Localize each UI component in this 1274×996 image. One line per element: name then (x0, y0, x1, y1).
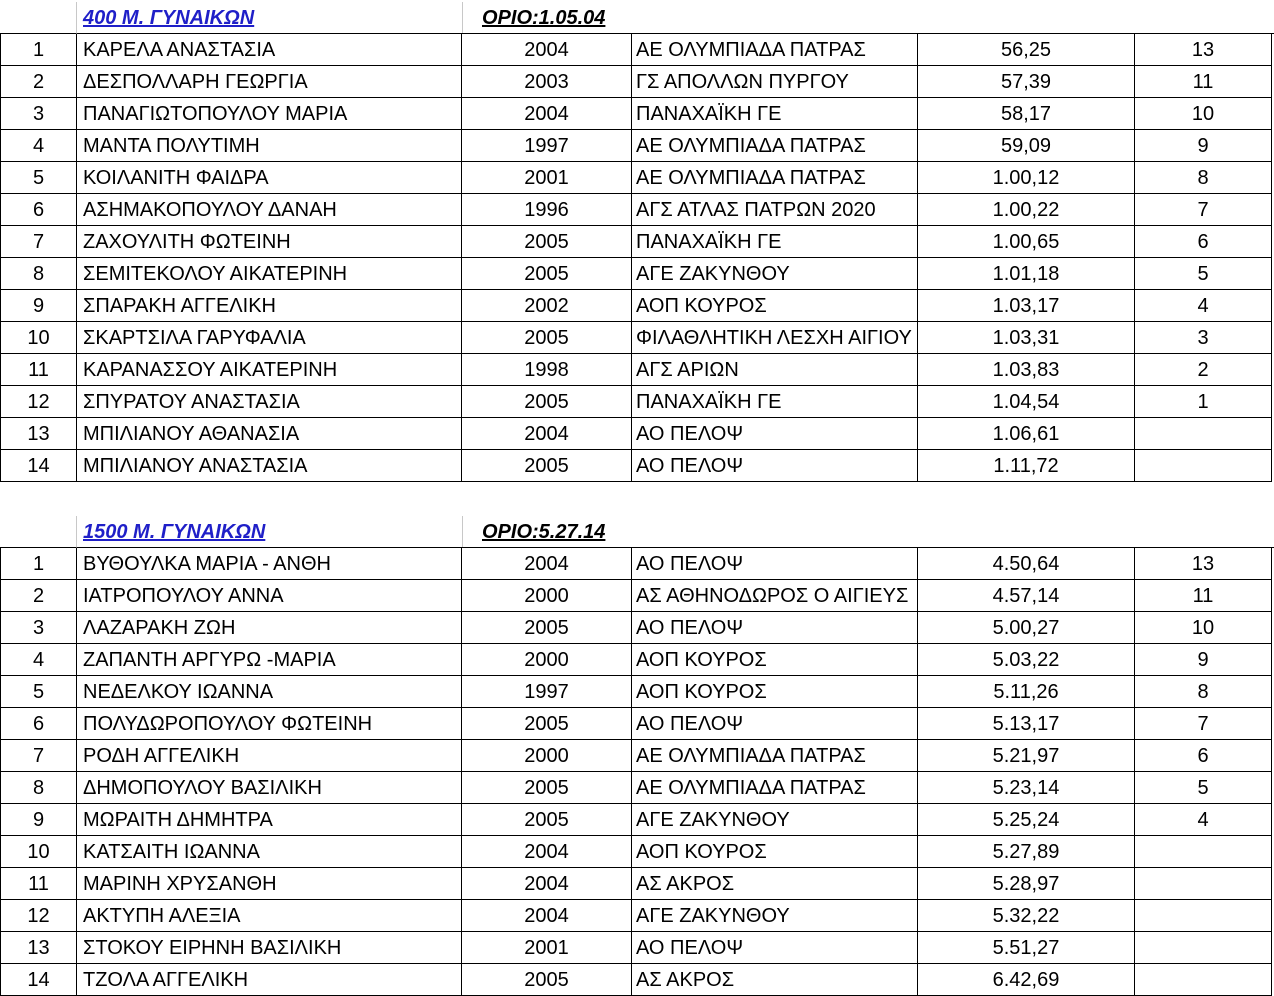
time-cell[interactable]: 5.03,22 (918, 644, 1135, 676)
club-cell[interactable]: ΑΟ ΠΕΛΟΨ (632, 418, 918, 450)
rank-cell[interactable]: 5 (0, 676, 77, 708)
birth-year-cell[interactable]: 2000 (462, 740, 632, 772)
athlete-name-cell[interactable]: ΜΑΝΤΑ ΠΟΛΥΤΙΜΗ (77, 130, 462, 162)
header-separator (462, 2, 463, 34)
club-cell[interactable]: ΦΙΛΑΘΛΗΤΙΚΗ ΛΕΣΧΗ ΑΙΓΙΟΥ (632, 322, 918, 354)
points-cell[interactable]: 7 (1135, 194, 1272, 226)
points-cell[interactable]: 5 (1135, 258, 1272, 290)
time-cell[interactable]: 5.21,97 (918, 740, 1135, 772)
rank-cell[interactable]: 6 (0, 708, 77, 740)
club-cell[interactable]: ΑΕ ΟΛΥΜΠΙΑΔΑ ΠΑΤΡΑΣ (632, 772, 918, 804)
club-cell[interactable]: ΑΣ ΑΚΡΟΣ (632, 964, 918, 996)
time-cell[interactable]: 56,25 (918, 34, 1135, 66)
rank-cell[interactable]: 3 (0, 98, 77, 130)
time-cell[interactable]: 58,17 (918, 98, 1135, 130)
athlete-name-cell[interactable]: ΜΑΡΙΝΗ ΧΡΥΣΑΝΘΗ (77, 868, 462, 900)
points-cell[interactable]: 9 (1135, 644, 1272, 676)
time-cell[interactable]: 1.03,17 (918, 290, 1135, 322)
table-row (0, 258, 1274, 290)
birth-year-cell[interactable]: 2001 (462, 162, 632, 194)
rank-cell[interactable]: 6 (0, 194, 77, 226)
time-cell[interactable]: 5.32,22 (918, 900, 1135, 932)
club-cell[interactable]: ΑΟ ΠΕΛΟΨ (632, 932, 918, 964)
rank-cell[interactable]: 14 (0, 964, 77, 996)
rank-cell[interactable]: 12 (0, 900, 77, 932)
points-cell[interactable] (1135, 418, 1272, 450)
points-cell[interactable]: 4 (1135, 804, 1272, 836)
athlete-name-cell[interactable]: ΣΤΟΚΟΥ ΕΙΡΗΝΗ ΒΑΣΙΛΙΚΗ (77, 932, 462, 964)
points-cell[interactable]: 6 (1135, 740, 1272, 772)
time-cell[interactable]: 5.51,27 (918, 932, 1135, 964)
table-row (0, 34, 1274, 66)
time-cell[interactable]: 1.00,22 (918, 194, 1135, 226)
athlete-name-cell[interactable]: ΑΣΗΜΑΚΟΠΟΥΛΟΥ ΔΑΝΑΗ (77, 194, 462, 226)
athlete-name-cell[interactable]: ΣΚΑΡΤΣΙΛΑ ΓΑΡΥΦΑΛΙΑ (77, 322, 462, 354)
club-cell[interactable]: ΠΑΝΑΧΑΪΚΗ ΓΕ (632, 386, 918, 418)
club-cell[interactable]: ΠΑΝΑΧΑΪΚΗ ΓΕ (632, 98, 918, 130)
points-cell[interactable]: 2 (1135, 354, 1272, 386)
table-row (0, 612, 1274, 644)
time-cell[interactable]: 6.42,69 (918, 964, 1135, 996)
header-separator (462, 516, 463, 548)
birth-year-cell[interactable]: 1997 (462, 130, 632, 162)
time-cell[interactable]: 5.23,14 (918, 772, 1135, 804)
club-cell[interactable]: ΑΓΕ ΖΑΚΥΝΘΟΥ (632, 900, 918, 932)
birth-year-cell[interactable]: 2004 (462, 868, 632, 900)
athlete-name-cell[interactable]: ΚΑΤΣΑΙΤΗ ΙΩΑΝΝΑ (77, 836, 462, 868)
points-cell[interactable]: 13 (1135, 548, 1272, 580)
birth-year-cell[interactable]: 2004 (462, 836, 632, 868)
athlete-name-cell[interactable]: ΠΟΛΥΔΩΡΟΠΟΥΛΟΥ ΦΩΤΕΙΝΗ (77, 708, 462, 740)
birth-year-cell[interactable]: 2000 (462, 644, 632, 676)
athlete-name-cell[interactable]: ΚΑΡΕΛΑ ΑΝΑΣΤΑΣΙΑ (77, 34, 462, 66)
rank-cell[interactable]: 10 (0, 836, 77, 868)
athlete-name-cell[interactable]: ΡΟΔΗ ΑΓΓΕΛΙΚΗ (77, 740, 462, 772)
birth-year-cell[interactable]: 1996 (462, 194, 632, 226)
birth-year-cell[interactable]: 2004 (462, 548, 632, 580)
rank-cell[interactable]: 2 (0, 580, 77, 612)
table-row (0, 98, 1274, 130)
club-cell[interactable]: ΑΓΣ ΑΤΛΑΣ ΠΑΤΡΩΝ 2020 (632, 194, 918, 226)
rank-cell[interactable]: 1 (0, 548, 77, 580)
athlete-name-cell[interactable]: ΜΠΙΛΙΑΝΟΥ ΑΘΑΝΑΣΙΑ (77, 418, 462, 450)
club-cell[interactable]: ΑΣ ΑΚΡΟΣ (632, 868, 918, 900)
rank-cell[interactable]: 7 (0, 226, 77, 258)
club-cell[interactable]: ΑΣ ΑΘΗΝΟΔΩΡΟΣ Ο ΑΙΓΙΕΥΣ (632, 580, 918, 612)
table-row (0, 580, 1274, 612)
club-cell[interactable]: ΑΟΠ ΚΟΥΡΟΣ (632, 676, 918, 708)
section-header-1500m (0, 516, 1274, 548)
athlete-name-cell[interactable]: ΑΚΤΥΠΗ ΑΛΕΞΙΑ (77, 900, 462, 932)
birth-year-cell[interactable]: 2005 (462, 612, 632, 644)
rank-cell[interactable]: 10 (0, 322, 77, 354)
points-cell[interactable]: 10 (1135, 612, 1272, 644)
athlete-name-cell[interactable]: ΣΠΥΡΑΤΟΥ ΑΝΑΣΤΑΣΙΑ (77, 386, 462, 418)
header-empty-cell[interactable] (0, 516, 77, 548)
birth-year-cell[interactable]: 2003 (462, 66, 632, 98)
points-cell[interactable] (1135, 932, 1272, 964)
table-row (0, 450, 1274, 482)
event-title[interactable]: 1500 Μ. ΓΥΝΑΙΚΩΝ (83, 521, 266, 543)
rank-cell[interactable]: 11 (0, 868, 77, 900)
club-cell[interactable]: ΑΕ ΟΛΥΜΠΙΑΔΑ ΠΑΤΡΑΣ (632, 130, 918, 162)
time-cell[interactable]: 57,39 (918, 66, 1135, 98)
time-cell[interactable]: 4.57,14 (918, 580, 1135, 612)
table-row (0, 194, 1274, 226)
table-row (0, 644, 1274, 676)
time-cell[interactable]: 5.27,89 (918, 836, 1135, 868)
time-cell[interactable]: 1.00,65 (918, 226, 1135, 258)
birth-year-cell[interactable]: 2004 (462, 900, 632, 932)
table-row (0, 386, 1274, 418)
points-cell[interactable]: 8 (1135, 162, 1272, 194)
rank-cell[interactable]: 8 (0, 772, 77, 804)
points-cell[interactable] (1135, 868, 1272, 900)
header-empty-cell[interactable] (0, 2, 77, 34)
points-cell[interactable]: 11 (1135, 580, 1272, 612)
athlete-name-cell[interactable]: ΚΟΙΛΑΝΙΤΗ ΦΑΙΔΡΑ (77, 162, 462, 194)
athlete-name-cell[interactable]: ΔΕΣΠΟΛΛΑΡΗ ΓΕΩΡΓΙΑ (77, 66, 462, 98)
birth-year-cell[interactable]: 2005 (462, 258, 632, 290)
club-cell[interactable]: ΑΟ ΠΕΛΟΨ (632, 612, 918, 644)
qualifying-limit[interactable]: ΟΡΙΟ:5.27.14 (482, 521, 606, 543)
athlete-name-cell[interactable]: ΚΑΡΑΝΑΣΣΟΥ ΑΙΚΑΤΕΡΙΝΗ (77, 354, 462, 386)
club-cell[interactable]: ΑΟ ΠΕΛΟΨ (632, 708, 918, 740)
rank-cell[interactable]: 9 (0, 290, 77, 322)
athlete-name-cell[interactable]: ΛΑΖΑΡΑΚΗ ΖΩΗ (77, 612, 462, 644)
time-cell[interactable]: 5.11,26 (918, 676, 1135, 708)
birth-year-cell[interactable]: 2005 (462, 450, 632, 482)
table-row (0, 130, 1274, 162)
table-row (0, 66, 1274, 98)
birth-year-cell[interactable]: 2004 (462, 98, 632, 130)
time-cell[interactable]: 1.00,12 (918, 162, 1135, 194)
birth-year-cell[interactable]: 2004 (462, 34, 632, 66)
athlete-name-cell[interactable]: ΙΑΤΡΟΠΟΥΛΟΥ ΑΝΝΑ (77, 580, 462, 612)
birth-year-cell[interactable]: 2005 (462, 772, 632, 804)
club-cell[interactable]: ΠΑΝΑΧΑΪΚΗ ΓΕ (632, 226, 918, 258)
table-row (0, 964, 1274, 996)
birth-year-cell[interactable]: 1997 (462, 676, 632, 708)
athlete-name-cell[interactable]: ΝΕΔΕΛΚΟΥ ΙΩΑΝΝΑ (77, 676, 462, 708)
time-cell[interactable]: 1.03,83 (918, 354, 1135, 386)
club-cell[interactable]: ΓΣ ΑΠΟΛΛΩΝ ΠΥΡΓΟΥ (632, 66, 918, 98)
birth-year-cell[interactable]: 2005 (462, 322, 632, 354)
points-cell[interactable]: 5 (1135, 772, 1272, 804)
rank-cell[interactable]: 3 (0, 612, 77, 644)
birth-year-cell[interactable]: 2000 (462, 580, 632, 612)
club-cell[interactable]: ΑΟΠ ΚΟΥΡΟΣ (632, 836, 918, 868)
rank-cell[interactable]: 11 (0, 354, 77, 386)
rank-cell[interactable]: 9 (0, 804, 77, 836)
birth-year-cell[interactable]: 1998 (462, 354, 632, 386)
rank-cell[interactable]: 1 (0, 34, 77, 66)
rank-cell[interactable]: 13 (0, 418, 77, 450)
table-row (0, 708, 1274, 740)
table-row (0, 676, 1274, 708)
birth-year-cell[interactable]: 2005 (462, 386, 632, 418)
athlete-name-cell[interactable]: ΜΩΡΑΙΤΗ ΔΗΜΗΤΡΑ (77, 804, 462, 836)
time-cell[interactable]: 1.04,54 (918, 386, 1135, 418)
club-cell[interactable]: ΑΟ ΠΕΛΟΨ (632, 450, 918, 482)
event-title[interactable]: 400 Μ. ΓΥΝΑΙΚΩΝ (83, 7, 255, 29)
points-cell[interactable]: 4 (1135, 290, 1272, 322)
points-cell[interactable] (1135, 900, 1272, 932)
time-cell[interactable]: 1.01,18 (918, 258, 1135, 290)
club-cell[interactable]: ΑΓΣ ΑΡΙΩΝ (632, 354, 918, 386)
athlete-name-cell[interactable]: ΜΠΙΛΙΑΝΟΥ ΑΝΑΣΤΑΣΙΑ (77, 450, 462, 482)
athlete-name-cell[interactable]: ΔΗΜΟΠΟΥΛΟΥ ΒΑΣΙΛΙΚΗ (77, 772, 462, 804)
points-cell[interactable]: 10 (1135, 98, 1272, 130)
rank-cell[interactable]: 4 (0, 644, 77, 676)
rank-cell[interactable]: 4 (0, 130, 77, 162)
qualifying-limit[interactable]: ΟΡΙΟ:1.05.04 (482, 7, 606, 29)
club-cell[interactable]: ΑΕ ΟΛΥΜΠΙΑΔΑ ΠΑΤΡΑΣ (632, 34, 918, 66)
time-cell[interactable]: 5.00,27 (918, 612, 1135, 644)
birth-year-cell[interactable]: 2005 (462, 964, 632, 996)
table-row (0, 804, 1274, 836)
rank-cell[interactable]: 5 (0, 162, 77, 194)
points-cell[interactable] (1135, 964, 1272, 996)
birth-year-cell[interactable]: 2005 (462, 804, 632, 836)
birth-year-cell[interactable]: 2005 (462, 708, 632, 740)
table-row (0, 868, 1274, 900)
birth-year-cell[interactable]: 2004 (462, 418, 632, 450)
points-cell[interactable]: 11 (1135, 66, 1272, 98)
time-cell[interactable]: 1.06,61 (918, 418, 1135, 450)
time-cell[interactable]: 5.28,97 (918, 868, 1135, 900)
rank-cell[interactable]: 14 (0, 450, 77, 482)
points-cell[interactable] (1135, 450, 1272, 482)
time-cell[interactable]: 5.13,17 (918, 708, 1135, 740)
table-row (0, 354, 1274, 386)
points-cell[interactable]: 1 (1135, 386, 1272, 418)
table-row (0, 290, 1274, 322)
table-row (0, 162, 1274, 194)
points-cell[interactable]: 3 (1135, 322, 1272, 354)
club-cell[interactable]: ΑΓΕ ΖΑΚΥΝΘΟΥ (632, 258, 918, 290)
table-row (0, 418, 1274, 450)
table-row (0, 322, 1274, 354)
rank-cell[interactable]: 13 (0, 932, 77, 964)
athlete-name-cell[interactable]: ΒΥΘΟΥΛΚΑ ΜΑΡΙΑ - ΑΝΘΗ (77, 548, 462, 580)
athlete-name-cell[interactable]: ΖΑΠΑΝΤΗ ΑΡΓΥΡΩ -ΜΑΡΙΑ (77, 644, 462, 676)
table-row (0, 932, 1274, 964)
athlete-name-cell[interactable]: ΠΑΝΑΓΙΩΤΟΠΟΥΛΟΥ ΜΑΡΙΑ (77, 98, 462, 130)
athlete-name-cell[interactable]: ΣΕΜΙΤΕΚΟΛΟΥ ΑΙΚΑΤΕΡΙΝΗ (77, 258, 462, 290)
points-cell[interactable]: 9 (1135, 130, 1272, 162)
athlete-name-cell[interactable]: ΣΠΑΡΑΚΗ ΑΓΓΕΛΙΚΗ (77, 290, 462, 322)
table-row (0, 836, 1274, 868)
rank-cell[interactable]: 12 (0, 386, 77, 418)
time-cell[interactable]: 4.50,64 (918, 548, 1135, 580)
table-row (0, 548, 1274, 580)
rank-cell[interactable]: 7 (0, 740, 77, 772)
club-cell[interactable]: ΑΕ ΟΛΥΜΠΙΑΔΑ ΠΑΤΡΑΣ (632, 740, 918, 772)
club-cell[interactable]: ΑΟΠ ΚΟΥΡΟΣ (632, 290, 918, 322)
time-cell[interactable]: 1.03,31 (918, 322, 1135, 354)
rank-cell[interactable]: 2 (0, 66, 77, 98)
club-cell[interactable]: ΑΓΕ ΖΑΚΥΝΘΟΥ (632, 804, 918, 836)
table-row (0, 226, 1274, 258)
table-row (0, 900, 1274, 932)
table-row (0, 740, 1274, 772)
athlete-name-cell[interactable]: ΖΑΧΟΥΛΙΤΗ ΦΩΤΕΙΝΗ (77, 226, 462, 258)
athlete-name-cell[interactable]: ΤΖΟΛΑ ΑΓΓΕΛΙΚΗ (77, 964, 462, 996)
club-cell[interactable]: ΑΟΠ ΚΟΥΡΟΣ (632, 644, 918, 676)
club-cell[interactable]: ΑΕ ΟΛΥΜΠΙΑΔΑ ΠΑΤΡΑΣ (632, 162, 918, 194)
rank-cell[interactable]: 8 (0, 258, 77, 290)
time-cell[interactable]: 5.25,24 (918, 804, 1135, 836)
birth-year-cell[interactable]: 2002 (462, 290, 632, 322)
points-cell[interactable]: 7 (1135, 708, 1272, 740)
table-row (0, 772, 1274, 804)
points-cell[interactable]: 6 (1135, 226, 1272, 258)
points-cell[interactable]: 13 (1135, 34, 1272, 66)
points-cell[interactable]: 8 (1135, 676, 1272, 708)
club-cell[interactable]: ΑΟ ΠΕΛΟΨ (632, 548, 918, 580)
points-cell[interactable] (1135, 836, 1272, 868)
time-cell[interactable]: 59,09 (918, 130, 1135, 162)
time-cell[interactable]: 1.11,72 (918, 450, 1135, 482)
birth-year-cell[interactable]: 2005 (462, 226, 632, 258)
section-header-400m (0, 2, 1274, 34)
birth-year-cell[interactable]: 2001 (462, 932, 632, 964)
